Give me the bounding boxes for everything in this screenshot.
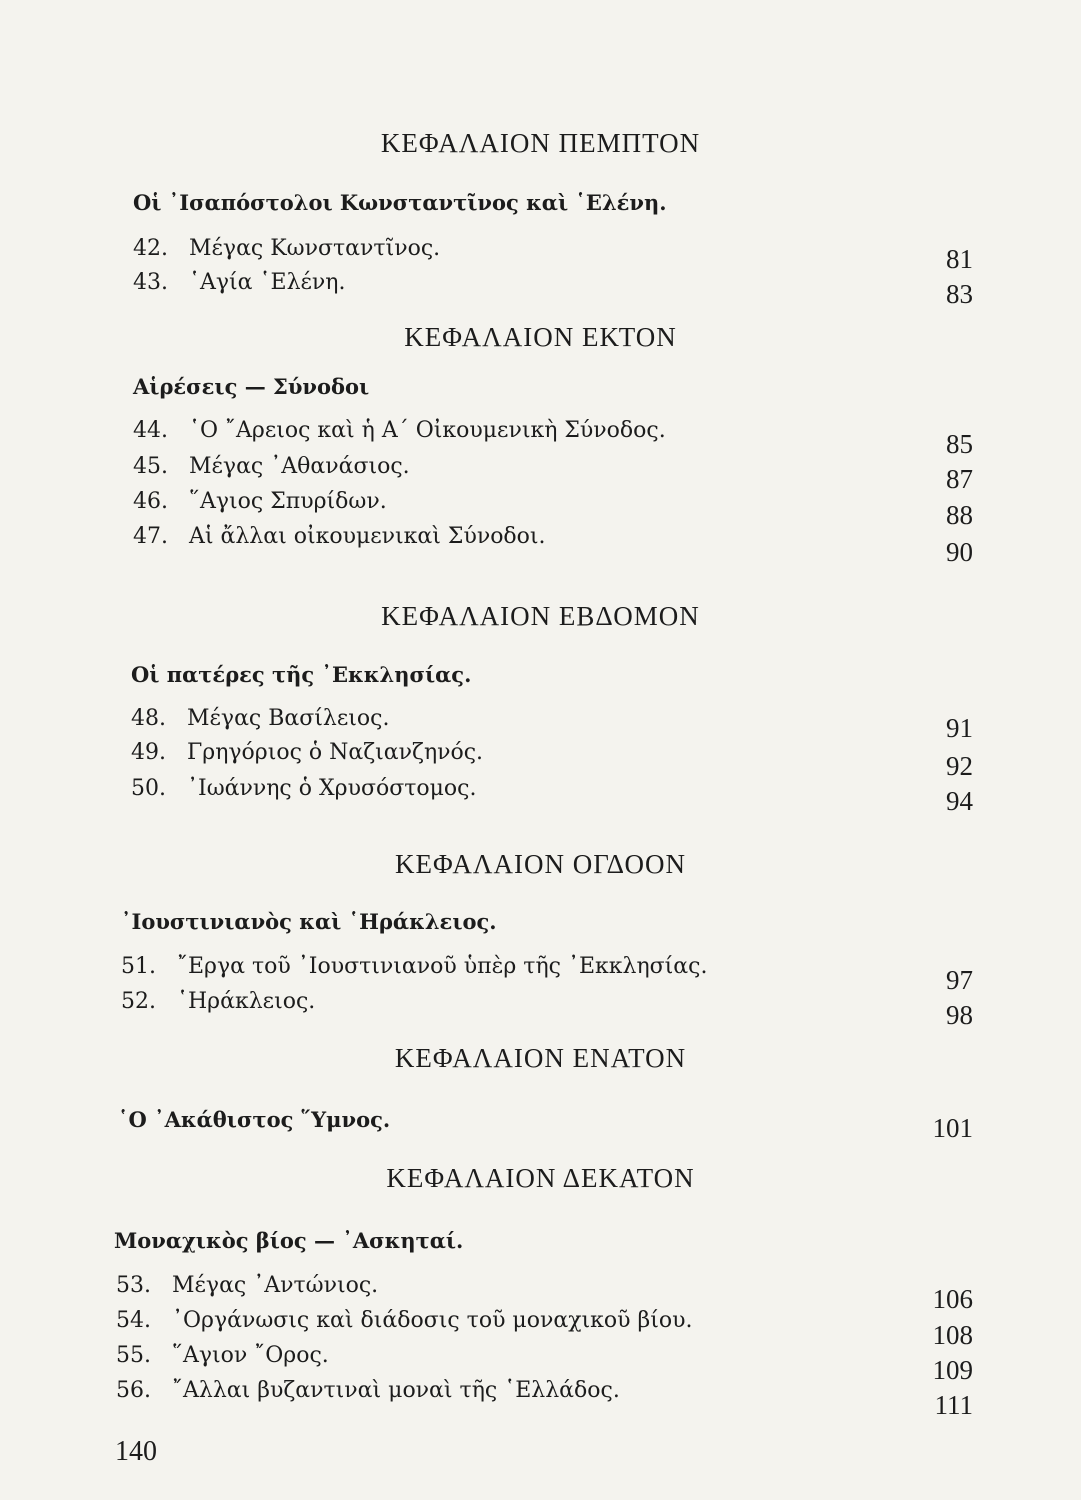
toc-entry bbox=[131, 740, 483, 765]
entry-number: 52. bbox=[121, 989, 156, 1014]
section-page-number: 101 bbox=[932, 1113, 973, 1143]
entry-title: Μέγας Κωνσταντῖνος. bbox=[189, 236, 441, 261]
entry-title: ῾Αγία ῾Ελένη. bbox=[189, 270, 346, 295]
chapter-title: ΚΕΦΑΛΑΙΟΝ ΟΓΔΟΟΝ bbox=[394, 849, 687, 879]
entry-number: 48. bbox=[131, 706, 166, 731]
entry-page-number: 97 bbox=[946, 965, 973, 995]
entry-page-number: 88 bbox=[946, 500, 973, 530]
chapter-title: ΚΕΦΑΛΑΙΟΝ ΕΒΔΟΜΟΝ bbox=[381, 601, 700, 631]
toc-entry bbox=[116, 1378, 620, 1403]
entry-page-number: 106 bbox=[932, 1284, 973, 1314]
entry-number: 49. bbox=[131, 740, 166, 765]
toc-entry bbox=[121, 989, 315, 1014]
entry-title: ᾿Ιωάννης ὁ Χρυσόστομος. bbox=[187, 776, 477, 801]
entry-page-number: 81 bbox=[946, 244, 973, 274]
entry-number: 43. bbox=[133, 270, 168, 295]
entry-page-number: 91 bbox=[946, 713, 973, 743]
entry-number: 46. bbox=[133, 489, 168, 514]
toc-entry bbox=[133, 489, 387, 514]
section-heading: Οἱ ᾿Ισαπόστολοι Κωνσταντῖνος καὶ ῾Ελένη. bbox=[133, 190, 667, 215]
entry-title: ῾Ηράκλειος. bbox=[177, 989, 316, 1014]
entry-title: Μέγας ᾿Αντώνιος. bbox=[172, 1273, 379, 1298]
entry-title: ῎Εργα τοῦ ᾿Ιουστινιανοῦ ὑπὲρ τῆς ᾿Εκκλησίας. bbox=[177, 954, 708, 979]
entry-page-number: 98 bbox=[946, 1000, 973, 1030]
entry-title: Γρηγόριος ὁ Ναζιανζηνός. bbox=[187, 740, 484, 765]
toc-entry bbox=[133, 236, 440, 261]
entry-title: Αἱ ἄλλαι οἰκουμενικαὶ Σύνοδοι. bbox=[189, 524, 546, 549]
section-heading: Οἱ πατέρες τῆς ᾿Εκκλησίας. bbox=[131, 662, 472, 687]
entry-number: 42. bbox=[133, 236, 168, 261]
entry-title: ᾿Οργάνωσις καὶ διάδοσις τοῦ μοναχικοῦ βίου. bbox=[172, 1308, 693, 1333]
entry-title: Μέγας Βασίλειος. bbox=[187, 706, 390, 731]
entry-number: 45. bbox=[133, 454, 168, 479]
entry-title: ῞Αγιον ῎Ορος. bbox=[172, 1343, 329, 1368]
entry-page-number: 94 bbox=[946, 786, 973, 816]
chapter-title: ΚΕΦΑΛΑΙΟΝ ΕΝΑΤΟΝ bbox=[394, 1043, 687, 1073]
entry-page-number: 83 bbox=[946, 279, 973, 309]
entry-number: 51. bbox=[121, 954, 156, 979]
toc-entry bbox=[133, 418, 666, 443]
toc-entry bbox=[121, 954, 707, 979]
entry-number: 54. bbox=[116, 1308, 151, 1333]
toc-entry bbox=[116, 1273, 378, 1298]
toc-entry bbox=[131, 706, 389, 731]
entry-number: 56. bbox=[116, 1378, 151, 1403]
toc-entry bbox=[133, 454, 410, 479]
toc-entry bbox=[133, 524, 546, 549]
entry-number: 53. bbox=[116, 1273, 151, 1298]
toc-entry bbox=[133, 270, 345, 295]
entry-page-number: 108 bbox=[932, 1320, 973, 1350]
entry-title: Μέγας ᾿Αθανάσιος. bbox=[189, 454, 410, 479]
toc-entry bbox=[116, 1343, 329, 1368]
entry-page-number: 92 bbox=[946, 751, 973, 781]
entry-number: 44. bbox=[133, 418, 168, 443]
chapter-title: ΚΕΦΑΛΑΙΟΝ ΠΕΜΠΤΟΝ bbox=[380, 128, 701, 158]
entry-title: ῾Ο ῎Αρειος καὶ ἡ Α΄ Οἰκουμενικὴ Σύνοδος. bbox=[189, 418, 666, 443]
entry-page-number: 111 bbox=[934, 1390, 973, 1420]
entry-number: 50. bbox=[131, 776, 166, 801]
toc-entry bbox=[131, 776, 477, 801]
entry-title: ῞Αγιος Σπυρίδων. bbox=[189, 489, 387, 514]
section-heading: ᾿Ιουστινιανὸς καὶ ῾Ηράκλειος. bbox=[121, 909, 497, 934]
section-heading: ῾Ο ᾿Ακάθιστος ῞Υμνος. bbox=[118, 1107, 391, 1132]
entry-number: 47. bbox=[133, 524, 168, 549]
entry-page-number: 85 bbox=[946, 429, 973, 459]
entry-page-number: 109 bbox=[932, 1355, 973, 1385]
chapter-title: ΚΕΦΑΛΑΙΟΝ ΕΚΤΟΝ bbox=[404, 322, 677, 352]
entry-number: 55. bbox=[116, 1343, 151, 1368]
chapter-title: ΚΕΦΑΛΑΙΟΝ ΔΕΚΑΤΟΝ bbox=[386, 1163, 695, 1193]
page-folio-number: 140 bbox=[115, 1436, 157, 1467]
section-heading: Αἱρέσεις — Σύνοδοι bbox=[133, 374, 370, 399]
entry-page-number: 90 bbox=[946, 537, 973, 567]
toc-entry bbox=[116, 1308, 692, 1333]
entry-title: ῎Αλλαι βυζαντιναὶ μοναὶ τῆς ῾Ελλάδος. bbox=[172, 1378, 620, 1403]
entry-page-number: 87 bbox=[946, 464, 973, 494]
section-heading: Μοναχικὸς βίος — ᾿Ασκηταί. bbox=[114, 1228, 464, 1253]
